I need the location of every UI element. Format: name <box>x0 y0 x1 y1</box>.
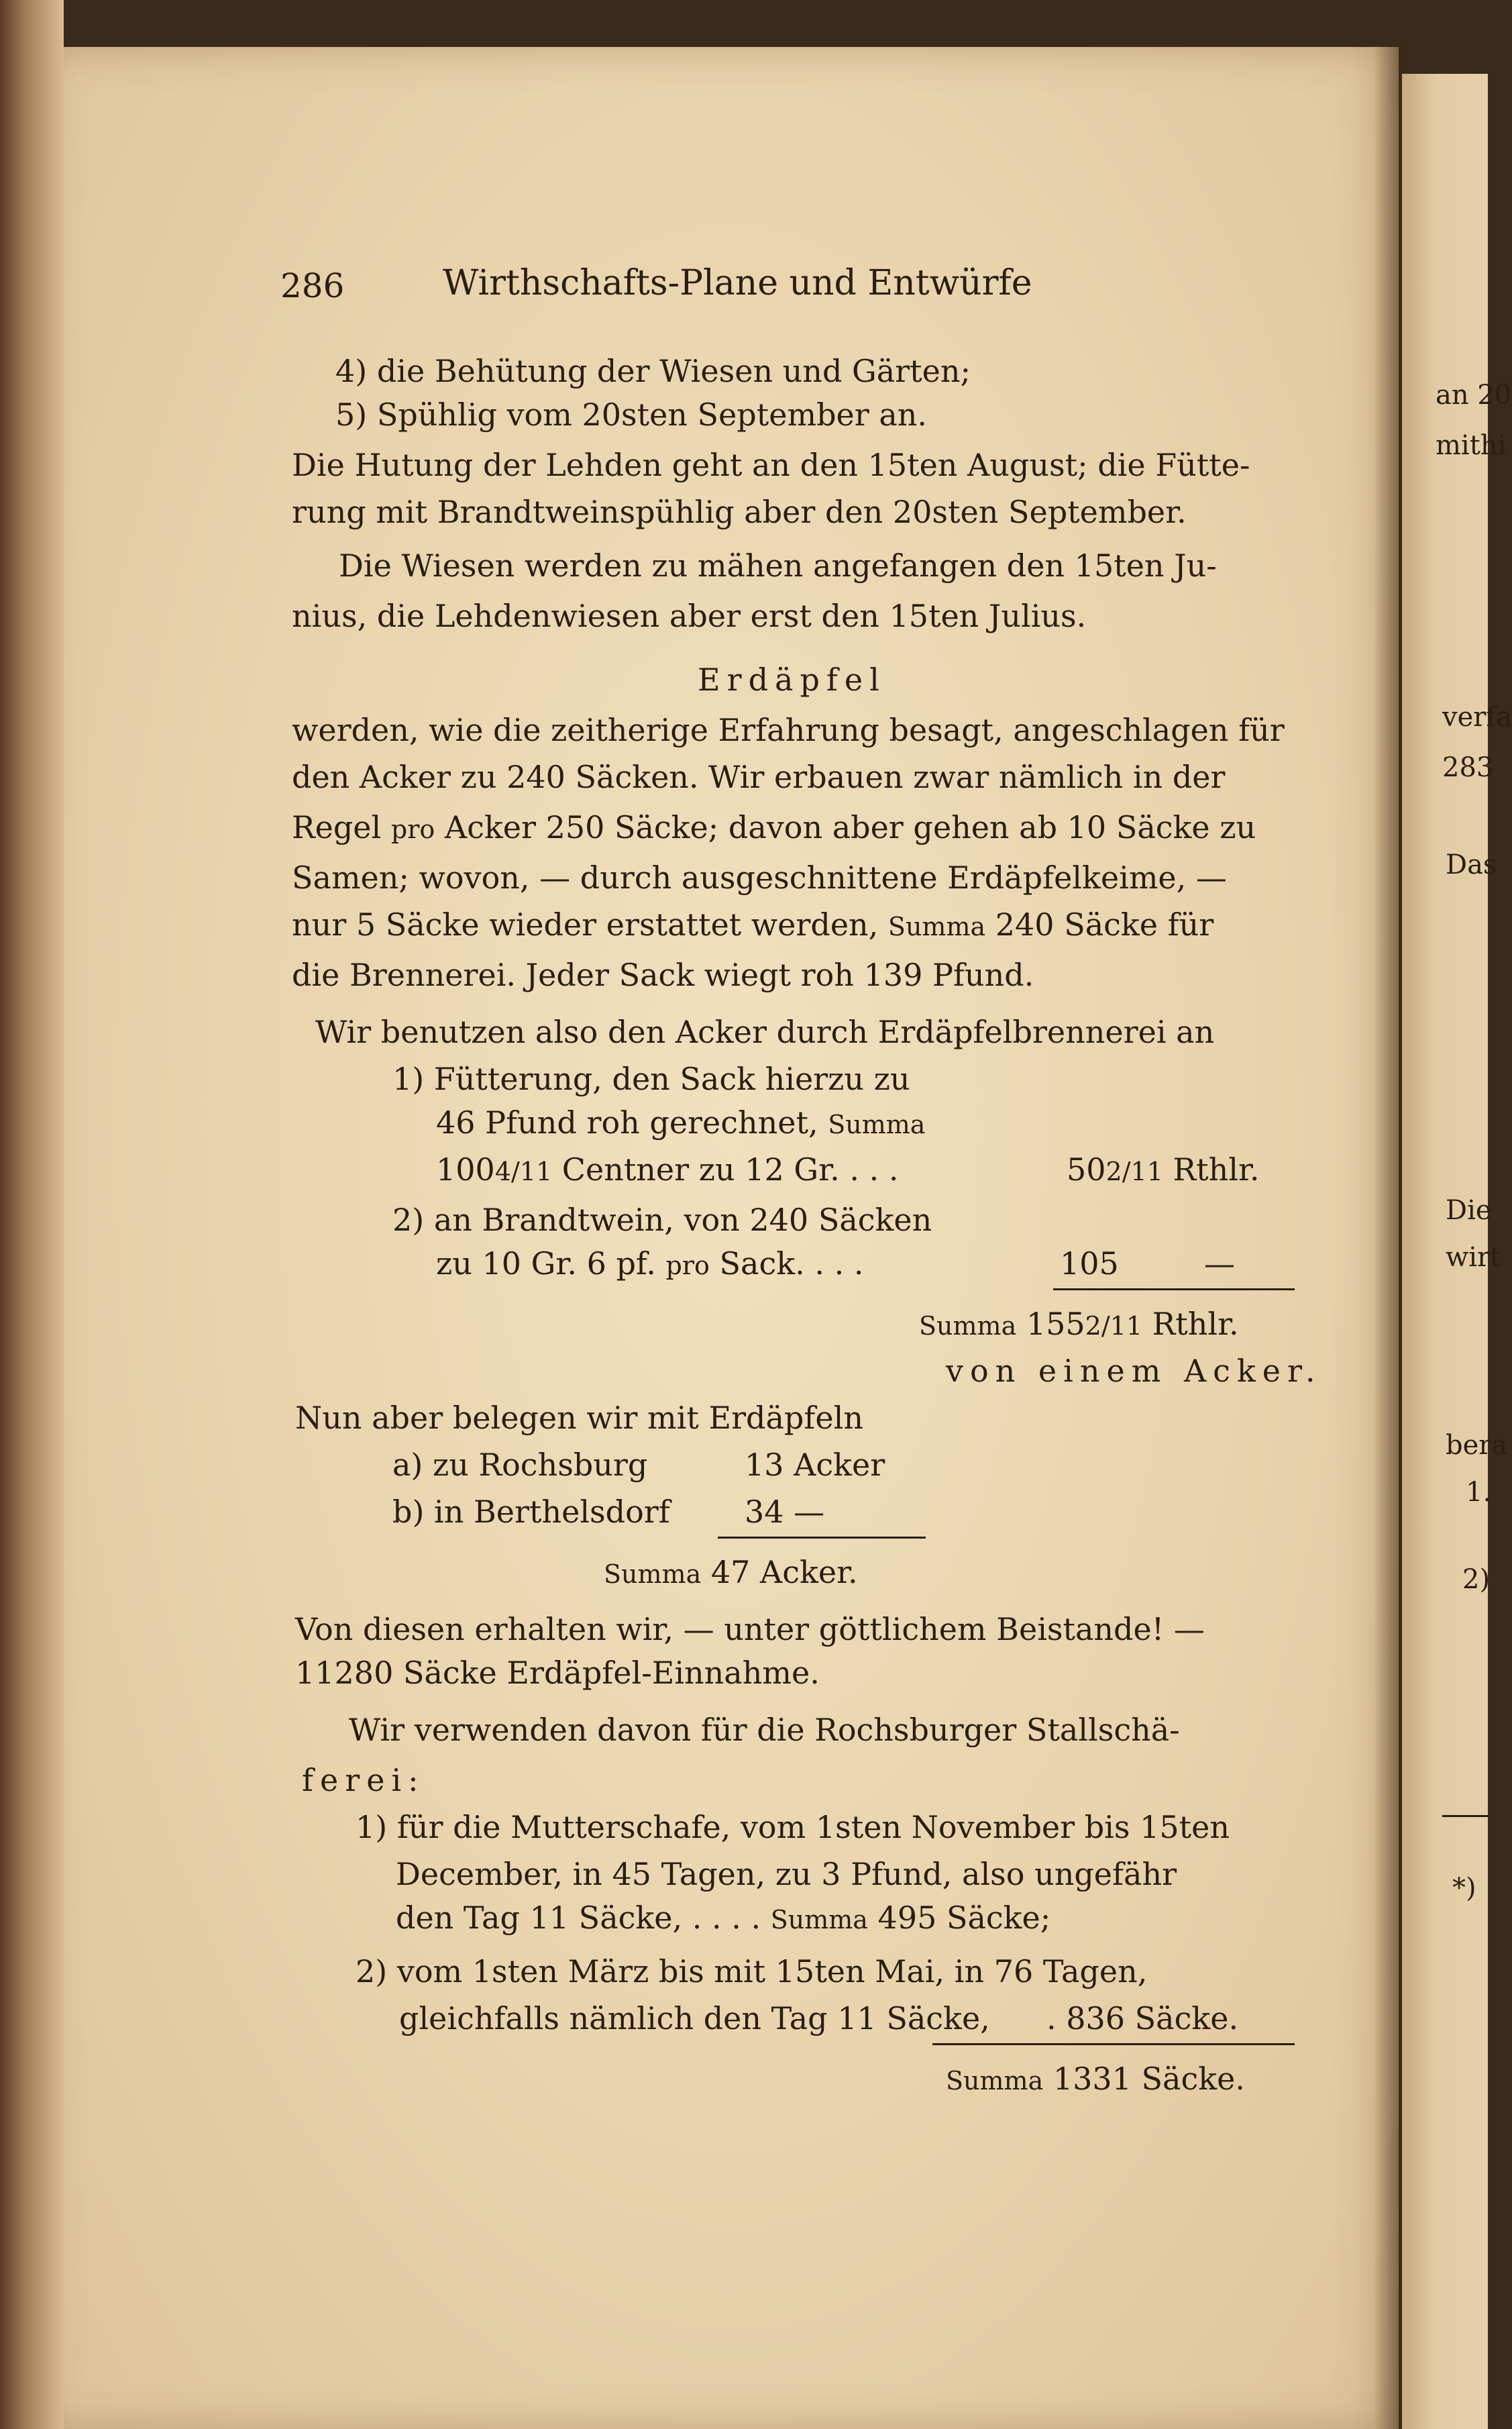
amount-cell: 13 Acker <box>745 1447 885 1483</box>
text-span: zu 10 Gr. 6 pf. <box>436 1245 666 1282</box>
latin-word: Summa <box>946 2066 1044 2096</box>
text-span: Centner zu 12 Gr. . . . <box>552 1151 899 1188</box>
amount-cell <box>1067 1151 1260 1190</box>
text-line: ferei: <box>302 1762 425 1798</box>
sum-rule <box>718 1537 926 1539</box>
facing-page-text: verfa <box>1442 702 1512 733</box>
facing-page-text: 2) <box>1462 1564 1491 1595</box>
text-span: 240 Säcke für <box>985 907 1214 943</box>
text-line: Die Wiesen werden zu mähen angefangen den 15ten Ju- <box>339 548 1217 584</box>
text-line: Von diesen erhalten wir, — unter göttlichem Beistande! — <box>295 1611 1205 1647</box>
text-span: Regel <box>292 809 391 845</box>
section-heading: Erdäpfel <box>698 662 886 698</box>
text-line: Wir verwenden davon für die Rochsburger Stallschä- <box>349 1712 1180 1748</box>
latin-word: pro <box>390 815 435 844</box>
text-span: Rthlr. <box>1142 1306 1239 1342</box>
text-line: 2) an Brandtwein, von 240 Säcken <box>392 1202 932 1238</box>
facing-page-text: Das <box>1446 849 1497 880</box>
facing-page-text: *) <box>1452 1873 1476 1904</box>
facing-page-text: bera <box>1446 1430 1508 1461</box>
latin-word: Summa <box>828 1110 926 1139</box>
fraction: 2/11 <box>1105 1157 1163 1186</box>
text-line <box>292 906 1213 945</box>
fraction: 4/11 <box>494 1157 553 1186</box>
latin-word: Summa <box>770 1905 868 1934</box>
text-line: 2) vom 1sten März bis mit 15ten Mai, in 76 Tagen, <box>356 1953 1148 1989</box>
text-line <box>396 1899 1050 1939</box>
text-line: 5) Spühlig vom 20sten September an. <box>335 397 928 433</box>
text-span: 495 Säcke; <box>867 1900 1051 1936</box>
facing-page-text: mithi <box>1436 430 1507 461</box>
text-line: gleichfalls nämlich den Tag 11 Säcke, <box>399 2000 990 2036</box>
amount-cell: — <box>1204 1245 1235 1282</box>
text-span: den Tag 11 Säcke, . . . . <box>396 1900 771 1936</box>
text-line <box>436 1151 898 1190</box>
sum-rule <box>1053 1288 1295 1290</box>
text-line: 11280 Säcke Erdäpfel-Einnahme. <box>295 1655 820 1691</box>
text-line: nius, die Lehdenwiesen aber erst den 15ten Julius. <box>292 598 1087 634</box>
text-line <box>604 1553 858 1593</box>
running-title: Wirthschafts-Plane und Entwürfe <box>443 263 1032 303</box>
text-span: 100 <box>436 1151 495 1188</box>
latin-word: Summa <box>919 1311 1017 1341</box>
text-line <box>436 1245 863 1284</box>
text-line: die Brennerei. Jeder Sack wiegt roh 139 Pfund. <box>292 957 1034 993</box>
sum-rule <box>932 2043 1295 2045</box>
text-line <box>919 1305 1239 1345</box>
facing-page-rule <box>1442 1815 1488 1817</box>
page-number: 286 <box>280 266 345 305</box>
text-span: 50 <box>1067 1151 1106 1188</box>
book-edge-left <box>0 0 64 2429</box>
text-line <box>292 809 1256 848</box>
text-line: Wir benutzen also den Acker durch Erdäpfelbrennerei an <box>315 1014 1215 1050</box>
text-line <box>946 2060 1245 2100</box>
latin-word: pro <box>665 1251 710 1280</box>
text-span: 47 Acker. <box>701 1554 858 1590</box>
amount-cell: 105 <box>1060 1245 1119 1282</box>
text-span: Sack. . . . <box>709 1245 864 1282</box>
text-span: 46 Pfund roh gerechnet, <box>436 1104 828 1141</box>
text-line <box>436 1104 925 1143</box>
text-line: Die Hutung der Lehden geht an den 15ten August; die Fütte- <box>292 447 1250 483</box>
text-span: nur 5 Säcke wieder erstattet werden, <box>292 907 888 943</box>
text-line: 1) für die Mutterschafe, vom 1sten November bis 15ten <box>356 1809 1230 1845</box>
facing-page-text: an 20 <box>1436 380 1512 411</box>
facing-page-text: Die <box>1446 1195 1492 1226</box>
text-span: 155 <box>1016 1306 1085 1342</box>
latin-word: Summa <box>887 912 986 941</box>
facing-page-text: 1. <box>1466 1477 1492 1508</box>
text-line: den Acker zu 240 Säcken. Wir erbauen zwar nämlich in der <box>292 759 1226 795</box>
text-line: a) zu Rochsburg <box>392 1447 648 1483</box>
text-span: Rthlr. <box>1163 1151 1260 1188</box>
text-span: 1331 Säcke. <box>1043 2061 1245 2097</box>
text-line: von einem Acker. <box>946 1353 1322 1389</box>
facing-page-text: wirt <box>1446 1242 1501 1273</box>
text-line: December, in 45 Tagen, zu 3 Pfund, also ungefähr <box>396 1856 1177 1892</box>
amount-cell: 34 — <box>745 1494 825 1530</box>
fraction: 2/11 <box>1085 1311 1142 1341</box>
latin-word: Summa <box>604 1559 702 1589</box>
text-line: rung mit Brandtweinspühlig aber den 20sten September. <box>292 494 1187 530</box>
text-line: 1) Fütterung, den Sack hierzu zu <box>392 1061 910 1097</box>
amount-cell: . 836 Säcke. <box>1046 2000 1239 2036</box>
text-line: 4) die Behütung der Wiesen und Gärten; <box>335 353 971 389</box>
text-line: b) in Berthelsdorf <box>392 1494 670 1530</box>
text-line: Samen; wovon, — durch ausgeschnittene Erdäpfelkeime, — <box>292 860 1227 896</box>
book-gutter <box>1375 47 1402 2429</box>
text-line: werden, wie die zeitherige Erfahrung besagt, angeschlagen für <box>292 712 1285 748</box>
text-span: Acker 250 Säcke; davon aber gehen ab 10 Säcke zu <box>435 809 1256 845</box>
facing-page-text: 283 <box>1442 752 1494 783</box>
text-line: Nun aber belegen wir mit Erdäpfeln <box>295 1400 863 1436</box>
